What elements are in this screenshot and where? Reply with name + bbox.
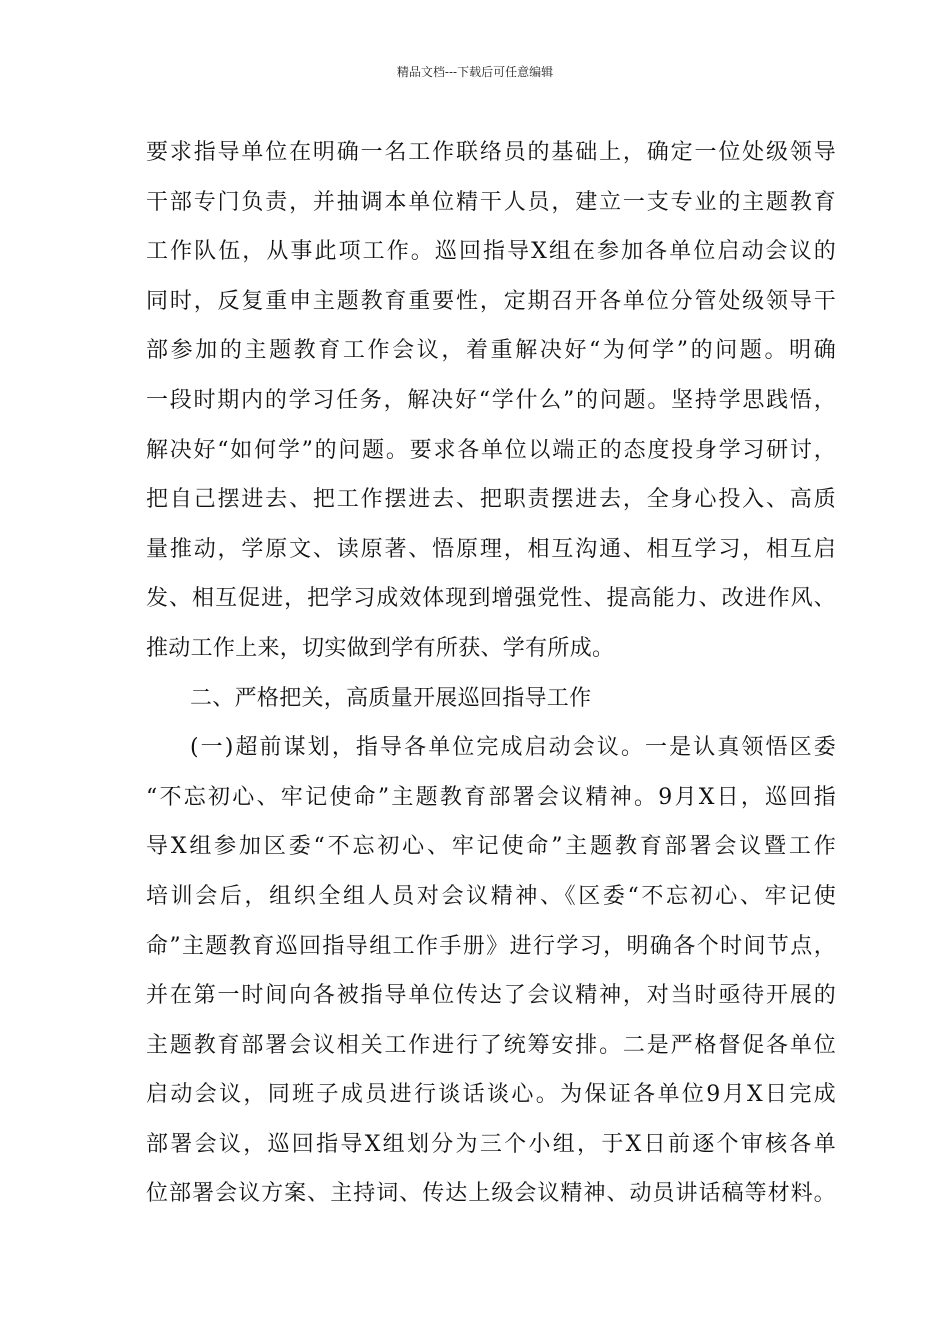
body-line: 位部署会议方案、主持词、传达上级会议精神、动员讲话稿等材料。 — [146, 1181, 836, 1207]
page-header: 精品文档---下载后可任意编辑 — [396, 65, 554, 79]
body-line: 发、相互促进，把学习成效体现到增强党性、提高能力、改进作风、 — [146, 586, 836, 612]
subsection-first-line: (一)超前谋划，指导各单位完成启动会议。一是认真领悟区委 — [190, 735, 836, 761]
body-line: 导X组参加区委“不忘初心、牢记使命”主题教育部署会议暨工作 — [146, 834, 836, 860]
document-body — [146, 128, 836, 1219]
body-line: 要求指导单位在明确一名工作联络员的基础上，确定一位处级领导 — [146, 140, 836, 165]
body-line: 一段时期内的学习任务，解决好“学什么”的问题。坚持学思践悟， — [146, 387, 836, 413]
body-line: 干部专门负责，并抽调本单位精干人员，建立一支专业的主题教育 — [146, 189, 836, 215]
body-line: 解决好“如何学”的问题。要求各单位以端正的态度投身学习研讨， — [146, 437, 836, 463]
body-line: 部署会议，巡回指导X组划分为三个小组，于X日前逐个审核各单 — [146, 1131, 836, 1157]
section-heading: 二、严格把关，高质量开展巡回指导工作 — [190, 685, 592, 711]
body-line: 推动工作上来，切实做到学有所获、学有所成。 — [146, 635, 615, 661]
body-line: 部参加的主题教育工作会议，着重解决好“为何学”的问题。明确 — [146, 338, 836, 364]
body-line: 量推动，学原文、读原著、悟原理，相互沟通、相互学习，相互启 — [146, 536, 836, 562]
body-line: “不忘初心、牢记使命”主题教育部署会议精神。9月X日，巡回指 — [146, 784, 836, 810]
body-line: 把自己摆进去、把工作摆进去、把职责摆进去，全身心投入、高质 — [146, 487, 836, 513]
body-line: 培训会后，组织全组人员对会议精神、《区委“不忘初心、牢记使 — [146, 883, 836, 909]
body-line: 同时，反复重申主题教育重要性，定期召开各单位分管处级领导干 — [146, 288, 836, 314]
body-line: 并在第一时间向各被指导单位传达了会议精神，对当时亟待开展的 — [146, 983, 836, 1009]
body-line: 主题教育部署会议相关工作进行了统筹安排。二是严格督促各单位 — [146, 1032, 836, 1058]
body-line: 命”主题教育巡回指导组工作手册》进行学习，明确各个时间节点， — [146, 933, 836, 959]
body-line: 工作队伍，从事此项工作。巡回指导X组在参加各单位启动会议的 — [146, 239, 836, 265]
body-line: 启动会议，同班子成员进行谈话谈心。为保证各单位9月X日完成 — [146, 1082, 836, 1108]
